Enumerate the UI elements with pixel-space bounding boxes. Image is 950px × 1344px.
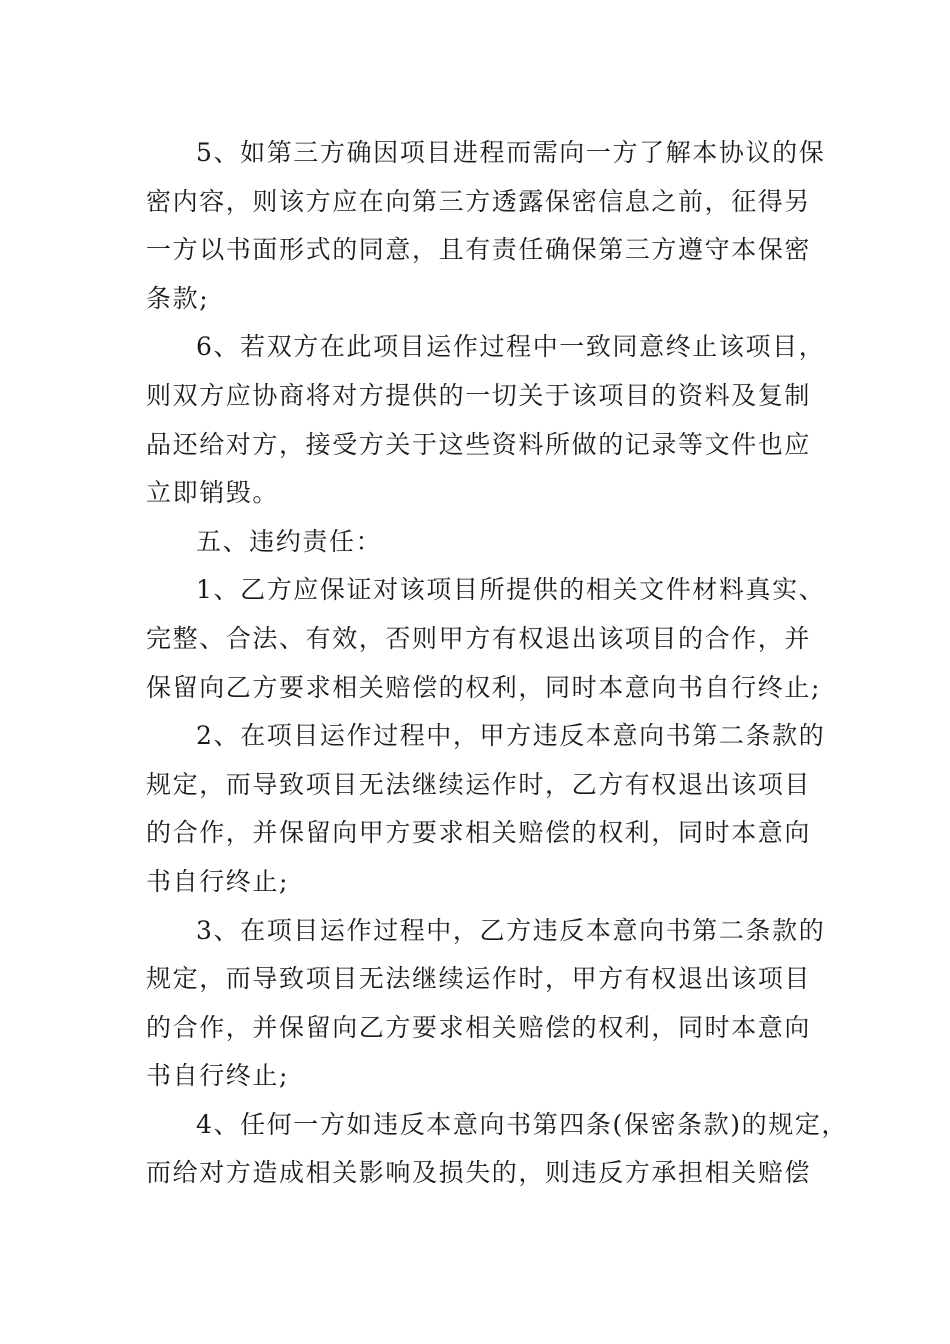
text-line: 而给对方造成相关影响及损失的，则违反方承担相关赔偿: [146, 1158, 812, 1188]
text-line: 1、乙方应保证对该项目所提供的相关文件材料真实、: [196, 575, 826, 605]
text-line: 保留向乙方要求相关赔偿的权利，同时本意向书自行终止;: [146, 672, 822, 702]
text-line: 3、在项目运作过程中，乙方违反本意向书第二条款的: [196, 915, 826, 945]
text-line: 5、如第三方确因项目进程而需向一方了解本协议的保: [196, 138, 826, 167]
text-line: 立即销毁。: [146, 478, 280, 508]
text-line: 规定，而导致项目无法继续运作时，甲方有权退出该项目: [146, 964, 812, 994]
text-line: 书自行终止;: [146, 866, 290, 896]
text-line: 品还给对方，接受方关于这些资料所做的记录等文件也应: [146, 429, 812, 459]
text-line: 书自行终止;: [146, 1061, 290, 1091]
section-heading: 五、违约责任：: [196, 526, 383, 556]
document-page: [146, 129, 849, 1198]
text-line: 的合作，并保留向甲方要求相关赔偿的权利，同时本意向: [146, 818, 812, 848]
text-line: 4、任何一方如违反本意向书第四条(保密条款)的规定，: [196, 1109, 849, 1139]
text-line: 条款;: [146, 283, 210, 313]
text-line: 密内容，则该方应在向第三方透露保密信息之前，征得另: [146, 186, 812, 216]
text-line: 则双方应协商将对方提供的一切关于该项目的资料及复制: [146, 380, 812, 410]
text-line: 的合作，并保留向乙方要求相关赔偿的权利，同时本意向: [146, 1012, 812, 1042]
text-line: 一方以书面形式的同意，且有责任确保第三方遵守本保密: [146, 235, 812, 265]
text-line: 2、在项目运作过程中，甲方违反本意向书第二条款的: [196, 721, 826, 751]
text-line: 完整、合法、有效，否则甲方有权退出该项目的合作，并: [146, 623, 812, 653]
text-line: 规定，而导致项目无法继续运作时，乙方有权退出该项目: [146, 769, 812, 799]
text-line: 6、若双方在此项目运作过程中一致同意终止该项目，: [196, 332, 826, 362]
